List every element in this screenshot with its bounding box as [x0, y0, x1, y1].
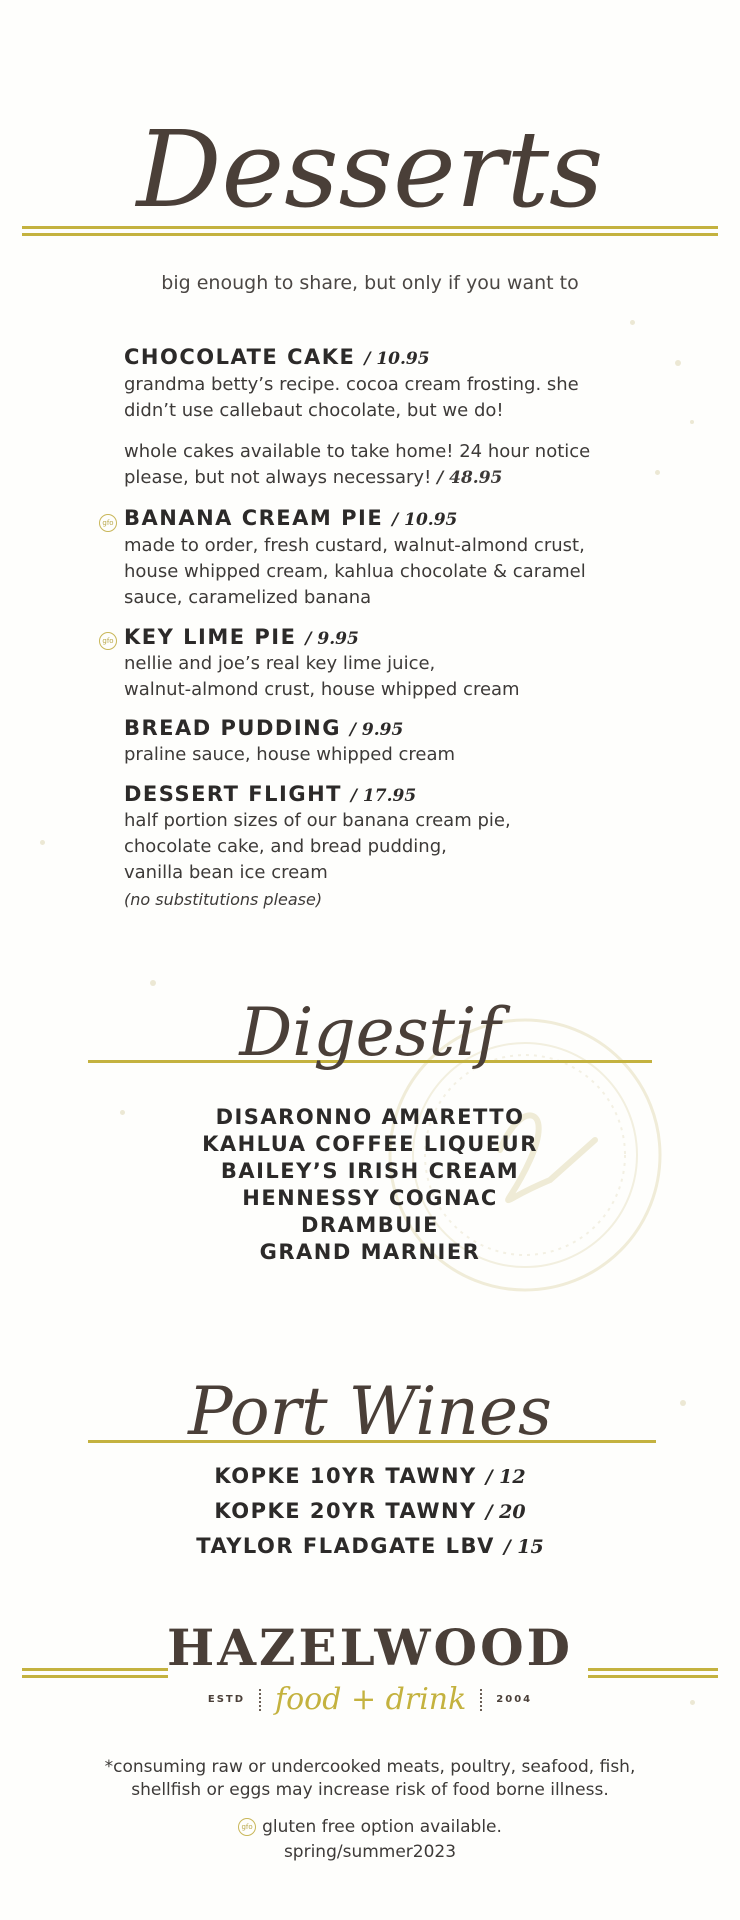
estd-label: ESTD	[207, 1694, 246, 1705]
port-wine-item: KOPKE 20YR TAWNY / 20	[214, 1499, 526, 1523]
menu-item-title	[124, 716, 403, 740]
description-line: made to order, fresh custard, walnut-almond crust,	[124, 535, 585, 556]
speck-decoration	[150, 980, 156, 986]
page-title: Desserts	[136, 108, 604, 231]
extra-line: please, but not always necessary! / 48.95	[124, 467, 503, 488]
menu-item-title	[124, 506, 457, 530]
warning-line: *consuming raw or undercooked meats, poultry, seafood, fish,	[104, 1757, 636, 1777]
digestif-item: HENNESSY COGNAC	[242, 1186, 498, 1210]
digestif-list	[0, 1104, 740, 1266]
menu-item-price: / 9.95	[349, 720, 404, 740]
gfo-icon: gfo	[99, 514, 117, 532]
brand-logo: HAZELWOOD	[166, 1618, 574, 1677]
port-wine-price: / 20	[485, 1501, 526, 1523]
menu-item-description	[124, 533, 586, 611]
description-line: vanilla bean ice cream	[124, 862, 328, 883]
menu-item-name: CHOCOLATE CAKE	[124, 345, 356, 369]
season-label: spring/summer2023	[283, 1842, 457, 1862]
menu-item-price: / 10.95	[364, 349, 430, 369]
menu-item-name: KEY LIME PIE	[124, 625, 297, 649]
menu-item-title	[124, 782, 416, 806]
digestif-title: Digestif	[239, 994, 501, 1071]
speck-decoration	[630, 320, 635, 325]
gfo-icon: gfo	[99, 632, 117, 650]
description-line: praline sauce, house whipped cream	[124, 744, 456, 765]
speck-decoration	[690, 420, 694, 424]
warning-line: shellfish or eggs may increase risk of food borne illness.	[131, 1780, 609, 1800]
menu-item-extra	[124, 439, 590, 491]
menu-item-name: BREAD PUDDING	[124, 716, 341, 740]
description-line: half portion sizes of our banana cream pie,	[124, 810, 511, 831]
dotted-divider	[259, 1689, 261, 1711]
digestif-item: KAHLUA COFFEE LIQUEUR	[202, 1132, 538, 1156]
food-safety-warning	[0, 1756, 740, 1802]
speck-decoration	[675, 360, 681, 366]
description-line: chocolate cake, and bread pudding,	[124, 836, 447, 857]
dotted-divider	[480, 1689, 482, 1711]
description-line: nellie and joe’s real key lime juice,	[124, 653, 436, 674]
description-line: house whipped cream, kahlua chocolate & caramel	[124, 561, 586, 582]
description-line: grandma betty’s recipe. cocoa cream frosting. she	[124, 374, 579, 395]
digestif-item: DISARONNO AMARETTO	[215, 1105, 525, 1129]
gfo-icon: gfo	[238, 1818, 256, 1836]
brand-year: 2004	[496, 1694, 533, 1705]
port-wines-list	[0, 1459, 740, 1564]
menu-item-title	[124, 345, 430, 369]
brand-subline	[0, 1682, 740, 1717]
menu-item-price: / 17.95	[350, 786, 417, 806]
menu-item-price: / 10.95	[391, 510, 458, 530]
speck-decoration	[40, 840, 45, 845]
extra-line: whole cakes available to take home! 24 hour notice	[124, 441, 591, 462]
menu-item-description	[124, 742, 455, 768]
digestif-item: GRAND MARNIER	[259, 1240, 481, 1264]
menu-item-note: (no substitutions please)	[124, 890, 323, 909]
menu-item-description	[124, 808, 511, 886]
port-wine-price: / 15	[503, 1536, 544, 1558]
description-line: didn’t use callebaut chocolate, but we do!	[124, 400, 504, 421]
brand-subtitle: food + drink	[275, 1682, 467, 1717]
tagline: big enough to share, but only if you want to	[161, 272, 579, 294]
port-wine-price: / 12	[485, 1466, 526, 1488]
description-line: sauce, caramelized banana	[124, 587, 372, 608]
port-wines-title: Port Wines	[188, 1373, 552, 1450]
menu-item-price: / 9.95	[305, 629, 359, 649]
menu-item-name: DESSERT FLIGHT	[124, 782, 342, 806]
speck-decoration	[655, 470, 660, 475]
digestif-item: BAILEY’S IRISH CREAM	[220, 1159, 520, 1183]
menu-item-description	[124, 651, 520, 703]
menu-item-name: BANANA CREAM PIE	[124, 506, 384, 530]
menu-item-title	[124, 625, 359, 649]
menu-item-description	[124, 372, 579, 424]
digestif-item: DRAMBUIE	[301, 1213, 439, 1237]
whole-cake-price: / 48.95	[437, 468, 503, 488]
gfo-note: gluten free option available.	[262, 1817, 502, 1837]
gfo-legend	[0, 1817, 740, 1837]
port-wine-item: TAYLOR FLADGATE LBV / 15	[196, 1534, 544, 1558]
description-line: walnut-almond crust, house whipped cream	[124, 679, 520, 700]
port-wine-item: KOPKE 10YR TAWNY / 12	[214, 1464, 526, 1488]
